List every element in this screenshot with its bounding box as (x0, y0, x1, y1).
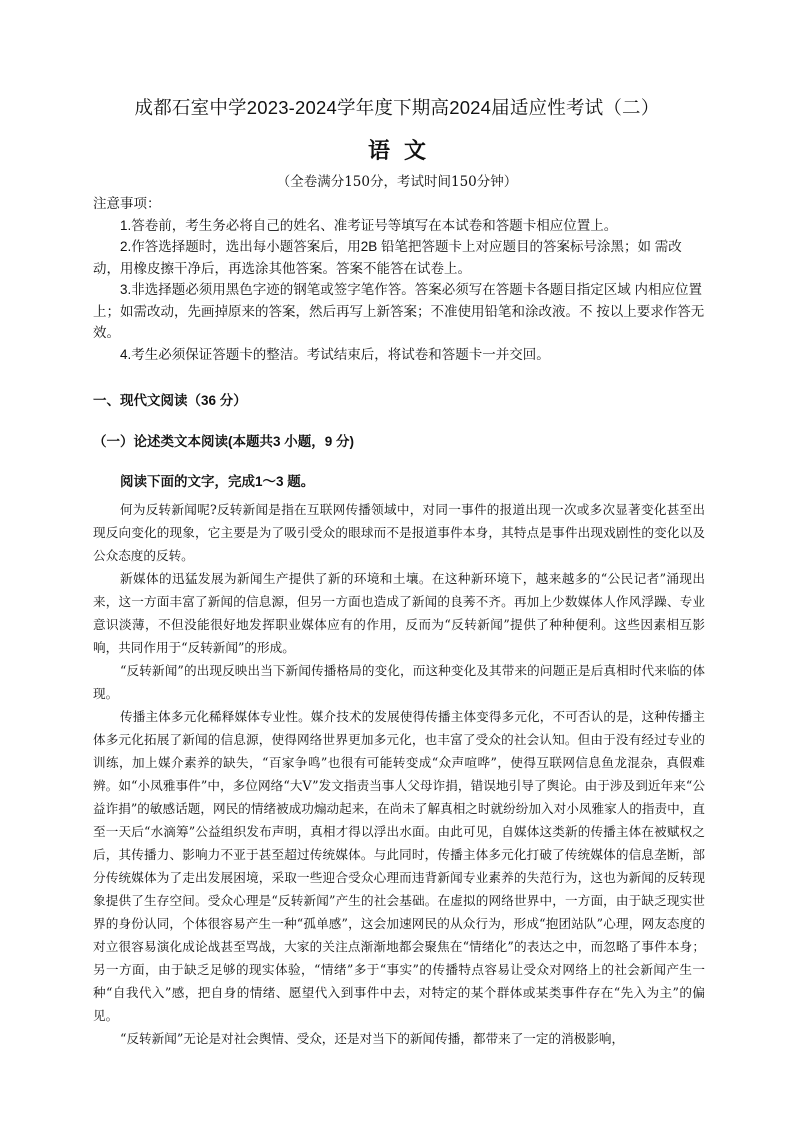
exam-title: 成都石室中学2023-2024学年度下期高2024届适应性考试（二） (134, 97, 660, 118)
note-item-1: 1.答卷前，考生务必将自己的姓名、准考证号等填写在本试卷和答题卡相应位置上。 (120, 217, 618, 233)
passage-paragraph-2: 新媒体的迅猛发展为新闻生产提供了新的环境和土壤。在这种新环境下，越来越多的“公民记者”涌现出来，这一方面丰富了新闻的信息源，但另一方面也造成了新闻的良莠不齐。再加上少数媒体人作风浮躁、专业意识淡薄，不但没能很好地发挥职业媒体应有的作用，反而为“反转新闻”提供了种种便利。这些因素相互影响，共同作用于“反转新闻”的形成。 (93, 571, 705, 655)
passage-paragraph-4: 传播主体多元化稀释媒体专业性。媒介技术的发展使得传播主体变得多元化，不可否认的是，这种传播主体多元化拓展了新闻的信息源，使得网络世界更加多元化，也丰富了受众的社会认知。但由于没有经过专业的训练，加上媒介素养的缺失，“百家争鸣”也很有可能转变成“众声喧哗”，使得互联网信息鱼龙混杂，真假难辨。如“小凤雅事件”中，多位网络“大V”发文指责当事人父母诈捐，错误地引导了舆论。由于涉及到近年来“公益诈捐”的敏感话题，网民的情绪被成功煽动起来，在尚未了解真相之时就纷纷加入对小凤雅家人的指责中，直至一天后“水滴筹”公益组织发布声明，真相才得以浮出水面。由此可见，自媒体这类新的传播主体在被赋权之后，其传播力、影响力不亚于甚至超过传统媒体。与此同时，传播主体多元化打破了传统媒体的信息垄断，部分传统媒体为了走出发展困境，采取一些迎合受众心理而违背新闻专业素养的失范行为，这也为新闻的反转现象提供了生存空间。受众心理是“反转新闻”产生的社会基础。在虚拟的网络世界中，一方面，由于缺乏现实世界的身份认同，个体很容易产生一种“孤单感”，这会加速网民的从众行为，形成“抱团站队”心理，网友态度的对立很容易演化成论战甚至骂战，大家的关注点渐渐地都会聚焦在“情绪化”的表达之中，而忽略了事件本身；另一方面，由于缺乏足够的现实体验，“情绪”多于“事实”的传播特点容易让受众对网络上的社会新闻产生一种“自我代入”感，把自身的情绪、愿望代入到事件中去，对特定的某个群体或某类事件存在“先入为主”的偏见。 (93, 709, 705, 1023)
section-heading: 一、现代文阅读（36 分） (93, 393, 247, 408)
passage (93, 498, 705, 1050)
passage-paragraph-5: “反转新闻”无论是对社会舆情、受众，还是对当下的新闻传播，都带来了一定的消极影响， (120, 1031, 625, 1046)
passage-paragraph-1: 何为反转新闻呢?反转新闻是指在互联网传播领域中，对同一事件的报道出现一次或多次显著变化甚至出现反向变化的现象，它主要是为了吸引受众的眼球而不是报道事件本身，其特点是事件出现戏剧性的变化以及公众态度的反转。 (93, 502, 705, 563)
notes-heading: 注意事项： (93, 196, 161, 211)
notes-block (93, 193, 708, 365)
passage-paragraph-3: “反转新闻”的出现反映出当下新闻传播格局的变化，而这种变化及其带来的问题正是后真相时代来临的体现。 (93, 663, 705, 701)
note-item-3: 3.非选择题必须用黑色字迹的钢笔或签字笔作答。答案必须写在答题卡各题目指定区域 内相应位置上；如需改动，先画掉原来的答案，然后再写上新答案；不准使用铅笔和涂改液。不 按以上要求作答无效。 (93, 282, 705, 340)
reading-instruction: 阅读下面的文字，完成1～3 题。 (120, 474, 315, 489)
note-item-2: 2.作答选择题时，选出每小题答案后，用2B 铅笔把答题卡上对应题目的答案标号涂黑；如 需改动，用橡皮擦干净后，再选涂其他答案。答案不能答在试卷上。 (93, 239, 682, 276)
subject-title: 语文 (367, 138, 440, 163)
exam-meta: （全卷满分150分，考试时间150分钟） (276, 174, 518, 190)
note-item-4: 4.考生必须保证答题卡的整洁。考试结束后，将试卷和答题卡一并交回。 (120, 346, 550, 362)
subsection-heading: （一）论述类文本阅读(本题共3 小题，9 分) (93, 434, 355, 449)
